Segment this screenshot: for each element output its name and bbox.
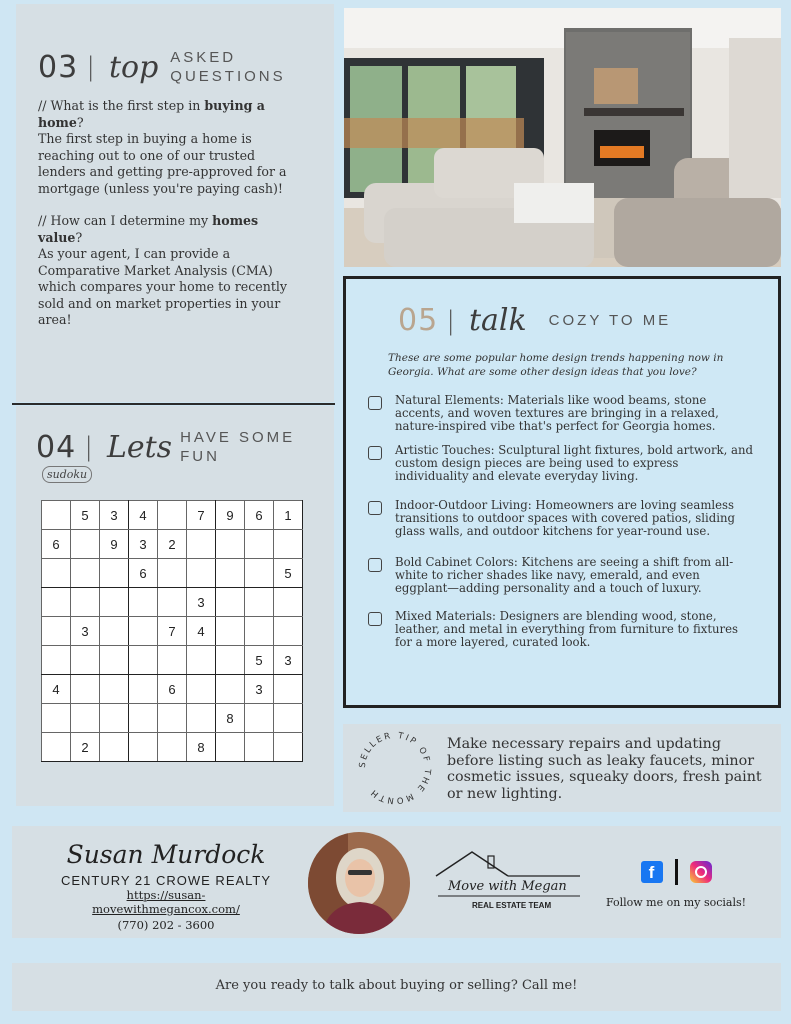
sudoku-cell[interactable]: 3 (187, 588, 216, 617)
trend-text: Mixed Materials: Designers are blending wood, stone, leather, and metal in everything from furniture to fixtures for a more layered, curated look. (395, 609, 739, 649)
follow-text: Follow me on my socials! (605, 896, 747, 909)
script-word: top (108, 49, 159, 85)
sudoku-cell[interactable]: 9 (100, 530, 129, 559)
heading-caps (170, 48, 285, 86)
faq-body (38, 98, 306, 345)
sudoku-cell[interactable] (71, 646, 100, 675)
sudoku-cell[interactable] (71, 704, 100, 733)
sudoku-cell[interactable] (274, 675, 303, 704)
facebook-icon[interactable]: f (641, 861, 663, 883)
section-number: 03 (38, 49, 79, 85)
living-room-photo (344, 8, 781, 267)
sudoku-cell[interactable] (158, 704, 187, 733)
answer-1: The first step in buying a home is reaching out to one of our trusted lenders and getting pre-approved for a mortgage (unless you're paying cash)! (38, 131, 287, 196)
seller-tip-badge-text: SELLER TIP OF THE MONTH (357, 730, 433, 806)
heading-caps: HAVE SOME FUN (180, 429, 296, 465)
heading-caps: COZY TO ME (548, 312, 672, 329)
sudoku-cell[interactable] (100, 617, 129, 646)
sudoku-cell[interactable] (187, 646, 216, 675)
trend-checkbox[interactable] (368, 396, 382, 410)
script-word: talk (468, 303, 527, 338)
social-icons (596, 858, 756, 886)
instagram-icon[interactable] (690, 861, 712, 883)
cozy-heading (398, 303, 671, 338)
sudoku-cell[interactable] (187, 559, 216, 588)
sudoku-cell[interactable] (245, 733, 274, 762)
sudoku-cell[interactable] (129, 617, 158, 646)
question-2-suffix: ? (75, 229, 83, 245)
sudoku-cell[interactable] (274, 588, 303, 617)
sudoku-cell[interactable]: 2 (71, 733, 100, 762)
sudoku-row (42, 675, 303, 704)
section-number: 04 (36, 429, 77, 465)
sudoku-cell[interactable] (71, 559, 100, 588)
sudoku-cell[interactable]: 7 (158, 617, 187, 646)
faq-item-1 (38, 98, 306, 197)
sudoku-cell[interactable]: 4 (42, 675, 71, 704)
sudoku-cell[interactable] (129, 733, 158, 762)
sudoku-cell[interactable] (274, 617, 303, 646)
footer-text: Are you ready to talk about buying or selling? Call me! (215, 978, 578, 993)
design-trends-panel (343, 276, 781, 708)
sudoku-cell[interactable]: 1 (274, 501, 303, 530)
sudoku-cell[interactable] (129, 646, 158, 675)
sudoku-cell[interactable] (158, 588, 187, 617)
sudoku-cell[interactable] (274, 733, 303, 762)
sudoku-cell[interactable] (42, 559, 71, 588)
faq-heading (38, 48, 286, 86)
sudoku-cell[interactable] (187, 530, 216, 559)
sudoku-cell[interactable] (216, 646, 245, 675)
svg-text:SELLER TIP OF THE MONTH (358, 731, 432, 805)
trend-checkbox[interactable] (368, 446, 382, 460)
sudoku-cell[interactable] (245, 559, 274, 588)
trend-text: Indoor-Outdoor Living: Homeowners are loving seamless transitions to outdoor spaces with covered patios, sliding glass walls, and outdoor kitchens for year-round use. (395, 498, 735, 538)
sudoku-cell[interactable]: 5 (274, 559, 303, 588)
trend-text: Bold Cabinet Colors: Kitchens are seeing a shift from all-white to richer shades like navy, emerald, and even eggplant—adding personality and a touch of luxury. (395, 555, 734, 595)
sudoku-cell[interactable] (245, 704, 274, 733)
team-logo-subtitle: REAL ESTATE TEAM (472, 901, 552, 910)
sudoku-cell[interactable] (216, 675, 245, 704)
brokerage-name: CENTURY 21 CROWE REALTY (60, 873, 272, 888)
trend-item (368, 499, 768, 538)
trend-item (368, 394, 768, 433)
agent-info (32, 840, 300, 932)
trend-checkbox[interactable] (368, 558, 382, 572)
sudoku-cell[interactable] (216, 559, 245, 588)
sudoku-cell[interactable] (42, 646, 71, 675)
sudoku-cell[interactable] (245, 617, 274, 646)
sudoku-cell[interactable] (42, 733, 71, 762)
sudoku-cell[interactable]: 5 (245, 646, 274, 675)
sudoku-row (42, 530, 303, 559)
trend-checkbox[interactable] (368, 501, 382, 515)
sudoku-row (42, 733, 303, 762)
sudoku-grid (41, 500, 303, 762)
socials (596, 858, 756, 909)
sudoku-cell[interactable] (158, 501, 187, 530)
sudoku-cell[interactable]: 8 (187, 733, 216, 762)
script-word: Lets (106, 429, 173, 465)
social-separator (675, 859, 678, 885)
agent-name: Susan Murdock (66, 840, 266, 869)
faq-item-2 (38, 213, 306, 329)
sudoku-cell[interactable]: 3 (274, 646, 303, 675)
section-divider (12, 403, 335, 405)
heading-line-2: QUESTIONS (170, 68, 286, 85)
seller-tip-badge (355, 728, 435, 808)
team-logo-script: Move with Megan (448, 879, 567, 894)
sudoku-cell[interactable] (71, 530, 100, 559)
heading-divider: | (446, 305, 455, 336)
sudoku-cell[interactable]: 9 (216, 501, 245, 530)
sudoku-cell[interactable]: 6 (42, 530, 71, 559)
heading-divider: | (86, 52, 95, 82)
sudoku-cell[interactable]: 3 (129, 530, 158, 559)
answer-2: As your agent, I can provide a Comparative Market Analysis (CMA) which compares your home to recently sold and on market properties in your area! (38, 246, 288, 327)
sudoku-row (42, 617, 303, 646)
sudoku-cell[interactable]: 5 (71, 501, 100, 530)
sudoku-cell[interactable] (187, 704, 216, 733)
sudoku-cell[interactable]: 2 (158, 530, 187, 559)
section-number: 05 (398, 303, 439, 338)
sudoku-cell[interactable] (100, 559, 129, 588)
sudoku-cell[interactable]: 3 (245, 675, 274, 704)
sudoku-cell[interactable]: 6 (158, 675, 187, 704)
sudoku-cell[interactable]: 7 (187, 501, 216, 530)
sudoku-cell[interactable] (274, 530, 303, 559)
sudoku-row (42, 501, 303, 530)
sudoku-cell[interactable] (100, 646, 129, 675)
sudoku-cell[interactable]: 6 (129, 559, 158, 588)
website-link[interactable] (32, 888, 300, 916)
sudoku-cell[interactable] (216, 733, 245, 762)
fun-panel (16, 406, 334, 806)
sudoku-badge-label: sudoku (47, 468, 88, 481)
footer-banner (12, 963, 781, 1011)
trend-checkbox[interactable] (368, 612, 382, 626)
website-link-line-1: https://susan- (126, 888, 206, 902)
seller-tip-text: Make necessary repairs and updating before listing such as leaky faucets, minor cosmetic issues, squeaky doors, fresh paint or new lighting. (447, 736, 762, 802)
question-1-suffix: ? (76, 114, 84, 130)
sudoku-cell[interactable] (100, 675, 129, 704)
question-1-prefix: // What is the first step in (38, 98, 205, 113)
trend-text: Artistic Touches: Sculptural light fixtures, bold artwork, and custom design pieces are being used to express individuality and elevate everyday living. (395, 443, 754, 483)
sudoku-row (42, 559, 303, 588)
sudoku-cell[interactable]: 3 (100, 501, 129, 530)
sudoku-cell[interactable] (245, 588, 274, 617)
sudoku-cell[interactable] (100, 588, 129, 617)
fun-heading (36, 428, 334, 466)
sudoku-cell[interactable] (129, 588, 158, 617)
faq-panel (16, 4, 334, 402)
trend-item (368, 610, 768, 649)
sudoku-cell[interactable]: 3 (71, 617, 100, 646)
sudoku-cell[interactable]: 8 (216, 704, 245, 733)
sudoku-cell[interactable] (42, 588, 71, 617)
question-2-prefix: // How can I determine my (38, 213, 213, 228)
sudoku-row (42, 704, 303, 733)
sudoku-row (42, 646, 303, 675)
sudoku-cell[interactable] (216, 617, 245, 646)
avatar (308, 832, 410, 934)
question-2-bold: homes value (38, 213, 259, 245)
trends-intro: These are some popular home design trends happening now in Georgia. What are some other design ideas that you love? (388, 352, 724, 378)
sudoku-cell[interactable] (245, 530, 274, 559)
contact-panel (12, 826, 781, 938)
sudoku-cell[interactable] (216, 588, 245, 617)
sudoku-cell[interactable] (42, 617, 71, 646)
sudoku-cell[interactable] (158, 733, 187, 762)
sudoku-badge (42, 466, 92, 483)
sudoku-cell[interactable] (187, 675, 216, 704)
sudoku-cell[interactable] (42, 501, 71, 530)
heading-divider: | (84, 432, 93, 462)
sudoku-cell[interactable]: 6 (245, 501, 274, 530)
phone-number: (770) 202 - 3600 (117, 918, 215, 932)
sudoku-cell[interactable] (42, 704, 71, 733)
trend-item (368, 556, 768, 595)
question-1-bold: buying a home (38, 98, 265, 130)
website-link-line-2: movewithmegancox.com/ (92, 902, 240, 916)
sudoku-cell[interactable] (158, 559, 187, 588)
sudoku-cell[interactable] (216, 530, 245, 559)
sudoku-cell[interactable] (129, 675, 158, 704)
sudoku-cell[interactable] (158, 646, 187, 675)
sudoku-row (42, 588, 303, 617)
sudoku-cell[interactable] (71, 675, 100, 704)
sudoku-cell[interactable] (274, 704, 303, 733)
sudoku-cell[interactable] (129, 704, 158, 733)
heading-line-1: ASKED (170, 49, 237, 66)
trend-item (368, 444, 768, 483)
sudoku-cell[interactable] (71, 588, 100, 617)
sudoku-cell[interactable] (100, 704, 129, 733)
sudoku-cell[interactable]: 4 (129, 501, 158, 530)
trend-text: Natural Elements: Materials like wood beams, stone accents, and woven textures are bringing in a relaxed, nature-inspired vibe that's perfect for Georgia homes. (395, 393, 719, 433)
seller-tip-panel (343, 724, 781, 812)
sudoku-cell[interactable] (100, 733, 129, 762)
team-logo (430, 848, 586, 914)
sudoku-cell[interactable]: 4 (187, 617, 216, 646)
